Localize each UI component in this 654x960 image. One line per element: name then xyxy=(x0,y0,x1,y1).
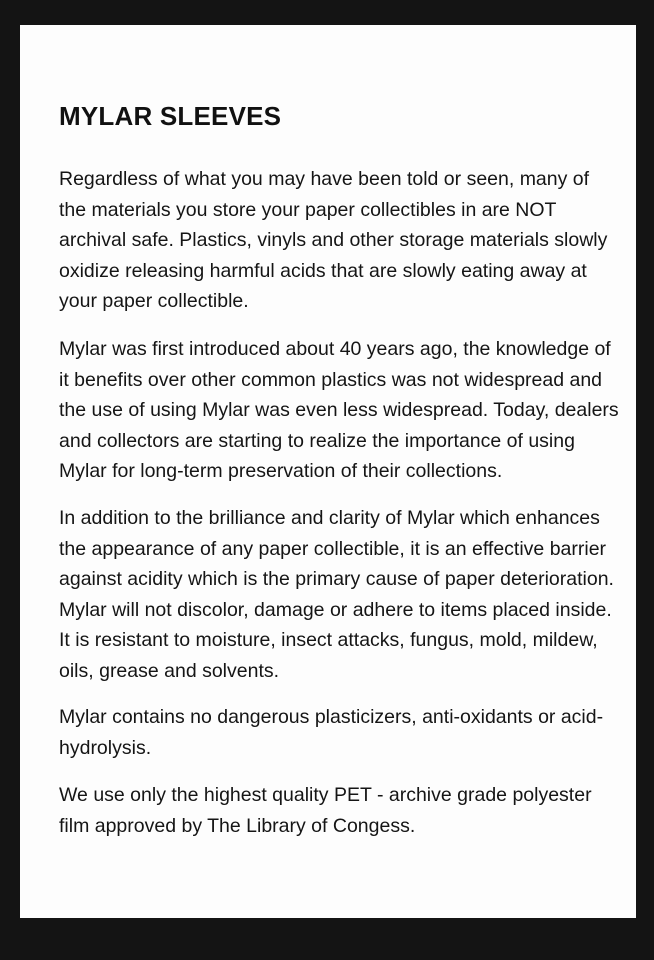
paragraph-intro: Regardless of what you may have been told or seen, many of the materials you store your paper collectibles in are NOT archival safe. Plastics, vinyls and other storage materials slowly oxidize releasing harmful acids that are slowly eating away at your paper collectible. xyxy=(59,168,608,312)
paragraph-benefits: In addition to the brilliance and clarity of Mylar which enhances the appearance of any paper collectible, it is an effective barrier against acidity which is the primary cause of paper deterioration. Mylar will not discolor, damage or adhere to items placed inside. It is resistant to moisture, insect attacks, fungus, mold, mildew, oils, grease and solvents. xyxy=(59,507,614,682)
paragraph-quality: We use only the highest quality PET - archive grade polyester film approved by The Library of Congess. xyxy=(59,784,592,837)
paragraph-safety: Mylar contains no dangerous plasticizers, anti-oxidants or acid-hydrolysis. xyxy=(59,706,604,759)
paragraph-history: Mylar was first introduced about 40 years ago, the knowledge of it benefits over other common plastics was not widespread and the use of using Mylar was even less widespread. Today, dealers and collectors are starting to realize the importance of using Mylar for long-term preservation of their collections. xyxy=(59,338,619,482)
card-title: MYLAR SLEEVES xyxy=(59,101,282,131)
info-card xyxy=(20,25,636,918)
